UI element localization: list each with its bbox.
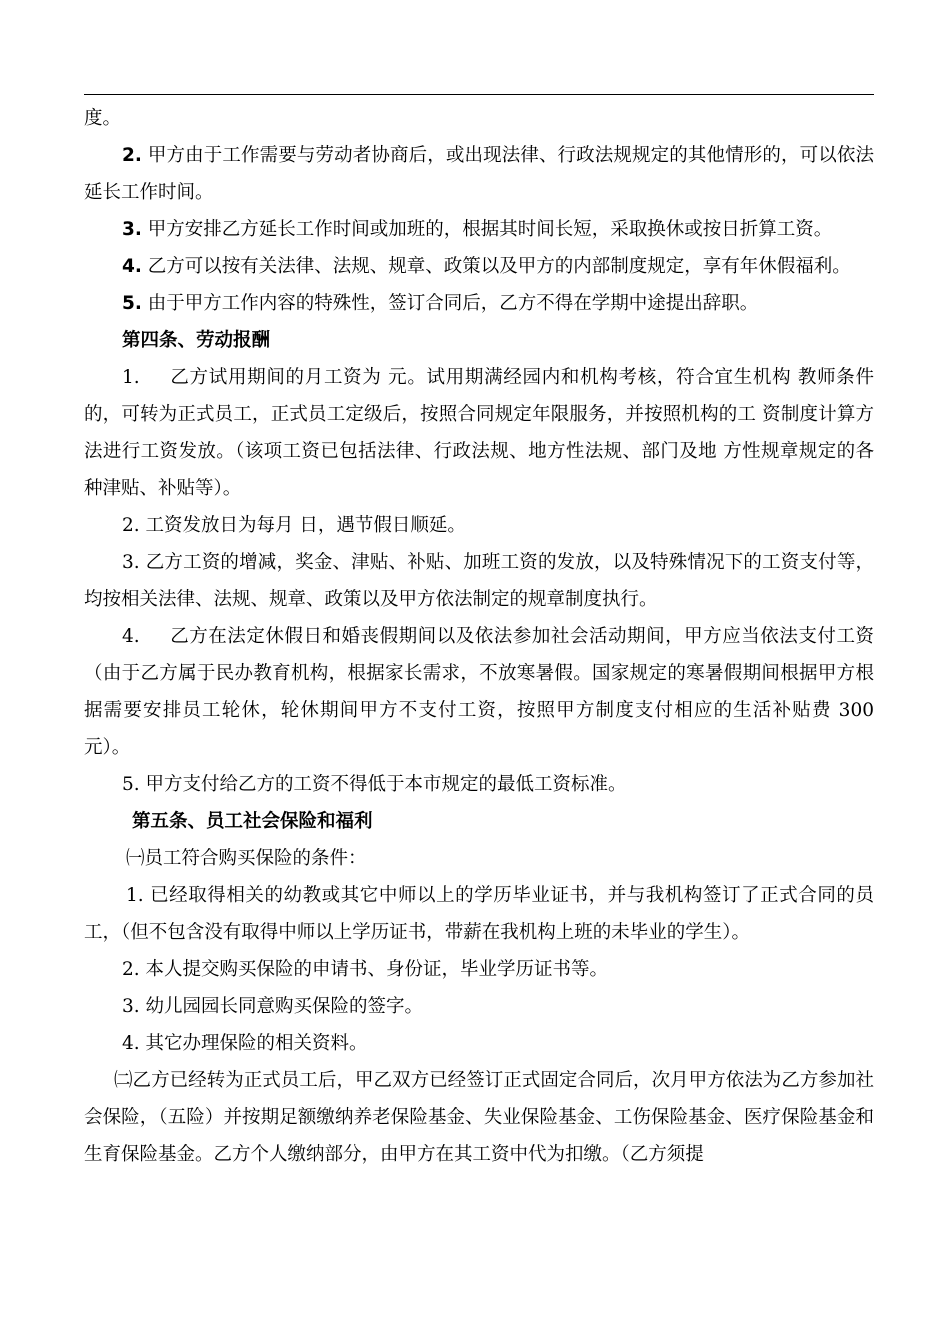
item-text: 甲方支付给乙方的工资不得低于本市规定的最低工资标准。 bbox=[139, 774, 627, 795]
item-text: 甲方由于工作需要与劳动者协商后，或出现法律、行政法规规定的其他情形的，可以依法延长工作时间。 bbox=[84, 145, 874, 203]
item-text: 甲方安排乙方延长工作时间或加班的，根据其时间长短，采取换休或按日折算工资。 bbox=[141, 219, 833, 240]
list-item bbox=[84, 359, 874, 507]
item-text: 本人提交购买保险的申请书、身份证，毕业学历证书等。 bbox=[139, 959, 609, 980]
item-number: 2. bbox=[122, 515, 140, 536]
list-item bbox=[84, 248, 874, 285]
list-item bbox=[84, 211, 874, 248]
item-text: 乙方试用期间的月工资为 元。试用期满经园内和机构考核，符合宜生机构 教师条件的，可转为正式员工，正式员工定级后，按照合同规定年限服务，并按照机构的工 资制度计算方法进行工资发放。（该项工资已包括法律、行政法规、地方性法规、部门及地 方性规章规定的各种津贴、补贴等）。 bbox=[84, 367, 874, 499]
item-text: 其它办理保险的相关资料。 bbox=[139, 1033, 368, 1054]
list-item bbox=[84, 618, 874, 766]
item-text: 由于甲方工作内容的特殊性，签订合同后，乙方不得在学期中途提出辞职。 bbox=[141, 293, 759, 314]
item-text: 幼儿园园长同意购买保险的签字。 bbox=[139, 996, 424, 1017]
item-number: 5. bbox=[122, 293, 142, 314]
item-number: 2. bbox=[122, 145, 142, 166]
list-item bbox=[84, 544, 874, 618]
section-heading: 第五条、员工社会保险和福利 bbox=[132, 811, 373, 832]
item-number: 4. bbox=[122, 256, 142, 277]
list-item bbox=[84, 988, 874, 1025]
document-body bbox=[84, 100, 874, 1173]
sub-heading: ㈠员工符合购买保险的条件： bbox=[126, 848, 367, 869]
item-text: 乙方在法定休假日和婚丧假期间以及依法参加社会活动期间，甲方应当依法支付工资（由于乙方属于民办教育机构，根据家长需求，不放寒暑假。国家规定的寒暑假期间根据甲方根据需要安排员工轮休，轮休期间甲方不支付工资，按照甲方制度支付相应的生活补贴费 300 元）。 bbox=[84, 626, 874, 758]
item-number: 2. bbox=[122, 959, 140, 980]
list-item bbox=[84, 877, 874, 951]
list-item bbox=[84, 137, 874, 211]
item-number: 3. bbox=[122, 552, 140, 573]
item-number: 4. bbox=[122, 1033, 140, 1054]
list-item bbox=[84, 1025, 874, 1062]
item-text: 工资发放日为每月 日，遇节假日顺延。 bbox=[139, 515, 466, 536]
header-rule bbox=[84, 94, 874, 95]
item-number: 3. bbox=[122, 219, 142, 240]
section-heading: 第四条、劳动报酬 bbox=[122, 330, 271, 351]
list-item bbox=[84, 285, 874, 322]
item-text: 已经取得相关的幼教或其它中师以上的学历毕业证书，并与我机构签订了正式合同的员工，（但不包含没有取得中师以上学历证书，带薪在我机构上班的未毕业的学生）。 bbox=[84, 885, 874, 943]
list-item bbox=[84, 766, 874, 803]
item-number: 5. bbox=[122, 774, 140, 795]
paragraph: 度。 bbox=[84, 108, 122, 129]
item-text: 乙方工资的增减，奖金、津贴、补贴、加班工资的发放，以及特殊情况下的工资支付等，均按相关法律、法规、规章、政策以及甲方依法制定的规章制度执行。 bbox=[84, 552, 874, 610]
item-number: 1. bbox=[126, 885, 144, 906]
list-item bbox=[84, 951, 874, 988]
item-number: 1. bbox=[122, 367, 140, 388]
item-number: 4. bbox=[122, 626, 140, 647]
list-item bbox=[84, 507, 874, 544]
item-text: 乙方可以按有关法律、法规、规章、政策以及甲方的内部制度规定，享有年休假福利。 bbox=[141, 256, 851, 277]
paragraph: ㈡乙方已经转为正式员工后，甲乙双方已经签订正式固定合同后，次月甲方依法为乙方参加社会保险，（五险）并按期足额缴纳养老保险基金、失业保险基金、工伤保险基金、医疗保险基金和生育保险基金。乙方个人缴纳部分，由甲方在其工资中代为扣缴。（乙方须提 bbox=[84, 1070, 874, 1165]
item-number: 3. bbox=[122, 996, 140, 1017]
